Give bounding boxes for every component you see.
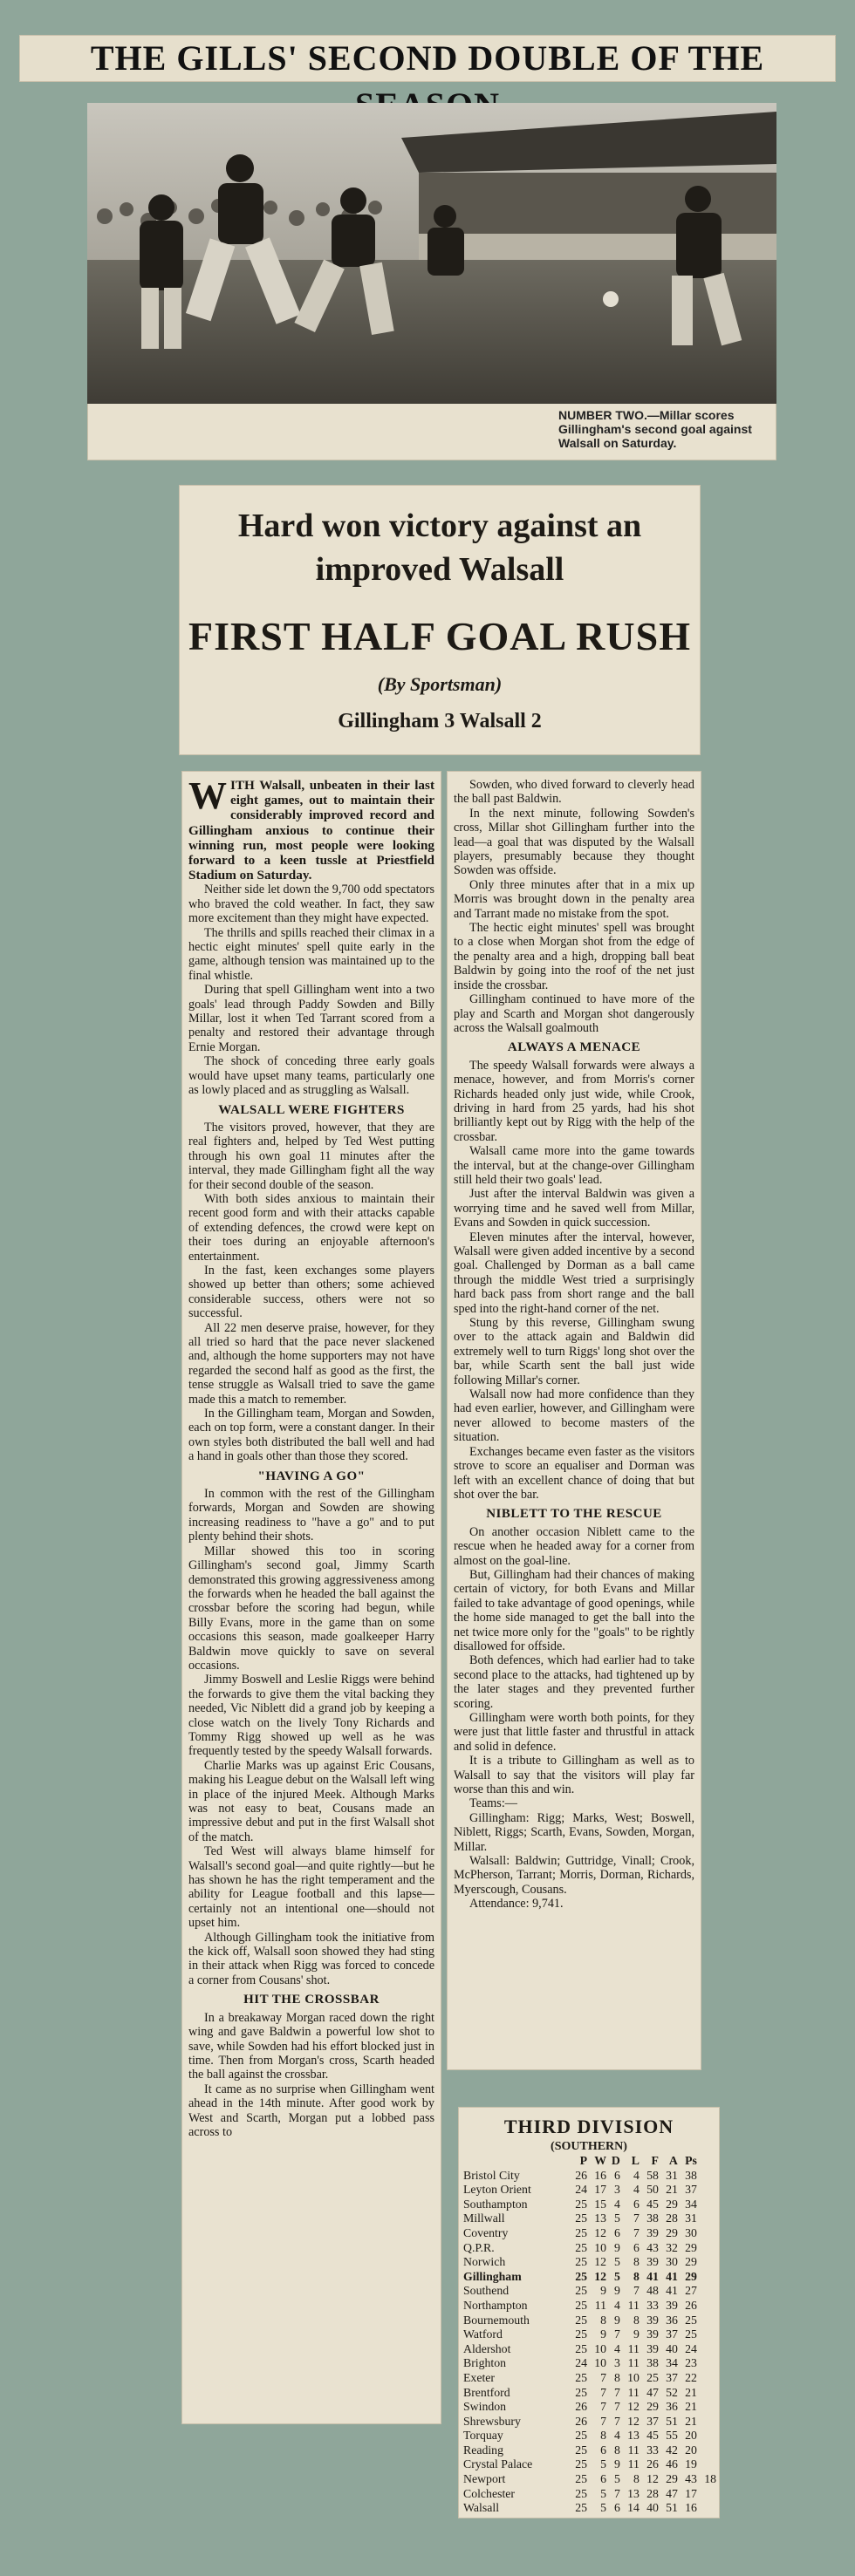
stat-cell: 5 [613,2472,620,2486]
stat-cell: 25 [646,2370,659,2384]
stat-cell: 11 [627,2341,640,2355]
article-paragraph: In the Gillingham team, Morgan and Sowden, each on top form, were a constant danger. In their own styles both distributed the ball well and had a hand in goals other than those they scored. [188,1407,434,1464]
team-name-cell: Brighton [463,2356,507,2370]
team-name-cell: Aldershot [463,2341,511,2355]
article-paragraph: In the fast, keen exchanges some players showed up better than others; some achieved considerable success, others were not so successful. [188,1263,434,1321]
stat-cell: 34 [685,2197,697,2211]
stat-cell: 39 [646,2327,659,2341]
column-header: D [611,2154,620,2167]
article-paragraph: It is a tribute to Gillingham as well as to Walsall to say that the visitors will play far worse than this and win. [454,1754,694,1797]
stat-cell: 55 [666,2429,678,2443]
league-table [463,2154,716,2516]
stat-cell: 29 [685,2269,697,2283]
stat-cell: 3 [613,2183,620,2197]
table-row [463,2327,716,2342]
stat-cell: 7 [613,2414,620,2428]
stat-cell: 12 [594,2269,606,2283]
stat-cell: 13 [594,2211,606,2225]
stat-cell: 25 [575,2385,587,2399]
stat-cell: 28 [666,2211,678,2225]
stat-cell: 37 [685,2183,697,2197]
stat-cell: 7 [600,2400,606,2414]
team-name-cell: Walsall [463,2501,500,2515]
article-paragraph: Only three minutes after that in a mix up Morris was brought down in the penalty area and Tarrant made no mistake from the spot. [454,877,694,921]
stat-cell: 25 [685,2313,697,2327]
team-name-cell: Crystal Palace [463,2457,533,2471]
article-paragraph: Jimmy Boswell and Leslie Riggs were behind the forwards to give them the vital backing they needed, Vic Niblett did a grand job by keeping a close watch on the lively Tony Richards and Tommy Rigg showed up well as he was frequently tested by the speedy Walsall forwards. [188,1673,434,1759]
stat-cell: 5 [613,2269,620,2283]
stat-cell: 6 [600,2472,606,2486]
article-paragraph: It came as no surprise when Gillingham went ahead in the 14th minute. After good work by West and Scarth, Morgan put a lobbed pass across to [188,2082,434,2139]
stat-cell: 51 [666,2501,678,2515]
stat-cell: 25 [575,2255,587,2269]
stat-cell: 25 [575,2501,587,2515]
stat-cell: 8 [633,2472,640,2486]
stat-cell: 8 [633,2255,640,2269]
table-row [463,2356,716,2371]
stat-cell: 29 [646,2400,659,2414]
stat-cell: 6 [613,2168,620,2182]
column-1-section-b [188,1121,434,1464]
stat-cell: 29 [666,2472,678,2486]
table-row [463,2457,716,2472]
table-row [463,2487,716,2502]
team-name-cell: Southampton [463,2197,528,2211]
article-heading-primary: Hard won victory against an improved Walsall [237,508,642,588]
stat-cell: 39 [646,2341,659,2355]
stat-cell: 7 [613,2327,620,2341]
article-paragraph: The hectic eight minutes' spell was brought to a close when Morgan shot from the edge of the penalty area and a high, dropping ball beat Baldwin by going into the roof of the net just inside the crossbar. [454,921,694,992]
stat-cell: 4 [633,2183,640,2197]
team-name-cell: Bristol City [463,2168,520,2182]
stat-cell: 25 [575,2327,587,2341]
stat-cell: 25 [575,2240,587,2254]
match-score: Gillingham 3 Walsall 2 [338,710,542,733]
stat-cell: 25 [575,2370,587,2384]
stat-cell: 30 [685,2225,697,2239]
stat-cell: 9 [633,2327,640,2341]
stat-cell: 9 [613,2457,620,2471]
stat-cell: 4 [633,2168,640,2182]
stat-cell: 9 [600,2284,606,2298]
stat-cell: 25 [575,2313,587,2327]
stat-cell: 25 [575,2298,587,2312]
stat-cell: 5 [600,2457,606,2471]
league-table-subtitle: (SOUTHERN) [551,2140,627,2153]
stat-cell: 36 [666,2400,678,2414]
article-paragraph: On another occasion Niblett came to the rescue when he headed away for a corner from almost on the goal-line. [454,1524,694,1568]
stat-cell: 8 [633,2269,640,2283]
team-name-cell: Shrewsbury [463,2414,521,2428]
stat-cell: 12 [594,2225,606,2239]
stat-cell: 9 [600,2327,606,2341]
table-row [463,2198,716,2212]
stat-cell: 38 [646,2211,659,2225]
table-row [463,2371,716,2386]
article-paragraph: Just after the interval Baldwin was given a worrying time and he saved well from Millar, Evans and Sowden in quick succession. [454,1187,694,1230]
stat-cell: 25 [575,2457,587,2471]
stat-cell: 52 [666,2385,678,2399]
article-paragraph: Stung by this reverse, Gillingham swung over to the attack again and Baldwin did extremely well to turn Riggs' long shot over the bar, while Scarth sent the ball just wide following Millar's corner. [454,1316,694,1387]
table-row [463,2342,716,2357]
article-paragraph: Although Gillingham took the initiative from the kick off, Walsall soon showed they had sting in their attack when Rigg was forced to concede a corner from Cousans' shot. [188,1930,434,1987]
stat-cell: 12 [646,2472,659,2486]
stat-cell: 15 [594,2197,606,2211]
stat-cell: 9 [613,2284,620,2298]
stat-cell: 40 [646,2501,659,2515]
article-paragraph: Charlie Marks was up against Eric Cousans, making his League debut on the Walsall left wing in place of the injured Meek. Although Marks was not easy to beat, Cousans made an impressive debut and put in the first Walsall shot of the match. [188,1758,434,1844]
team-name-cell: Norwich [463,2255,506,2269]
stat-cell: 36 [666,2313,678,2327]
stat-cell: 41 [666,2269,678,2283]
stat-cell: 6 [613,2225,620,2239]
article-paragraph: The thrills and spills reached their climax in a hectic eight minutes' spell quite early in the game, although tension was maintained up to the final whistle. [188,925,434,983]
team-name-cell: Swindon [463,2400,507,2414]
team-name-cell: Bournemouth [463,2313,530,2327]
stat-cell: 25 [575,2284,587,2298]
match-photo [87,103,776,404]
stat-cell: 21 [666,2183,678,2197]
stat-cell: 17 [685,2486,697,2500]
stat-cell: 16 [685,2501,697,2515]
stat-cell: 37 [666,2327,678,2341]
column-2-section-a [454,778,694,1035]
stat-cell: 25 [575,2211,587,2225]
stat-cell: 34 [666,2356,678,2370]
article-paragraph: In the next minute, following Sowden's cross, Millar shot Gillingham further into the lead—a goal that was disputed by the Walsall players, presumably because they thought Sowden was offside. [454,806,694,878]
stat-cell: 39 [666,2298,678,2312]
table-row [463,2211,716,2226]
stat-cell: 25 [575,2225,587,2239]
stat-cell: 11 [594,2298,606,2312]
photo-clipping [87,103,776,460]
stat-cell: 24 [575,2183,587,2197]
stat-cell: 11 [627,2298,640,2312]
article-paragraph: In common with the rest of the Gillingham forwards, Morgan and Sowden are showing increasing readiness to "have a go" and to put plenty behind their shots. [188,1487,434,1544]
column-2-section-c [454,1525,694,1912]
league-table-clipping [458,2107,720,2518]
column-1-section-c [188,1487,434,1987]
article-paragraph: Exchanges became even faster as the visitors strove to score an equaliser and Dorman was left with an excellent chance of doing that but shot over the bar. [454,1444,694,1502]
article-paragraph: Walsall: Baldwin; Guttridge, Vinall; Crook, McPherson, Tarrant; Morris, Dorman, Richards, Myerscough, Cousans. [454,1854,694,1897]
stat-cell: 13 [627,2486,640,2500]
stat-cell: 28 [646,2486,659,2500]
stat-cell: 6 [613,2501,620,2515]
article-paragraph: The visitors proved, however, that they are real fighters and, helped by Ted West putting through his own goal 11 minutes after the interval, they made Gillingham fight all the way for their second double of the season. [188,1120,434,1192]
article-paragraph: All 22 men deserve praise, however, for they all tried so hard that the pace never slackened and, although the home supporters may not have regarded the second half as good as the first, the tense struggle as Walsall tried to save the game made this a match to remember. [188,1320,434,1407]
stat-cell: 5 [600,2486,606,2500]
team-column-header [463,2154,568,2169]
stat-cell: 8 [613,2370,620,2384]
team-name-cell: Coventry [463,2225,509,2239]
stat-cell: 25 [575,2443,587,2457]
stat-cell: 39 [646,2255,659,2269]
stat-cell: 37 [666,2370,678,2384]
stat-cell: 26 [575,2168,587,2182]
column-header: Ps [685,2154,697,2167]
column-header: W [594,2154,606,2167]
stat-cell: 8 [613,2443,620,2457]
article-paragraph: During that spell Gillingham went into a two goals' lead through Paddy Sowden and Billy Millar, lost it when Ted Tarrant scored from a penalty and restored their advantage through Ernie Morgan. [188,983,434,1054]
column-2-section-b [454,1059,694,1503]
stat-cell: 18 [704,2472,716,2486]
league-table-body [463,2169,716,2516]
stat-cell: 8 [633,2313,640,2327]
article-paragraph: Gillingham were worth both points, for they were just that little faster and thrustful in attack and solid in defence. [454,1711,694,1754]
stat-cell: 26 [575,2414,587,2428]
team-name-cell: Southend [463,2284,510,2298]
table-row [463,2299,716,2314]
stat-cell: 20 [685,2443,697,2457]
article-paragraph: The shock of conceding three early goals would have upset many teams, particularly one as lowly placed and as struggling as Walsall. [188,1054,434,1098]
article-paragraph: But, Gillingham had their chances of making certain of victory, for both Evans and Millar failed to take advantage of good openings, while the home side managed to get the ball into the net twice more only for the "goals" to be rightly disallowed for offside. [454,1567,694,1653]
stat-cell: 25 [685,2327,697,2341]
stat-cell: 33 [646,2443,659,2457]
article-paragraph: Attendance: 9,741. [469,1897,564,1912]
stat-cell: 6 [633,2197,640,2211]
stat-cell: 21 [685,2385,697,2399]
article-paragraph: Both defences, which had earlier had to take second place to the attacks, had tightened up by the later stages and they prevented further scoring. [454,1653,694,1711]
stat-cell: 29 [685,2240,697,2254]
team-name-cell: Gillingham [463,2269,522,2283]
team-name-cell: Exeter [463,2370,496,2384]
stat-cell: 38 [646,2356,659,2370]
stat-cell: 5 [613,2211,620,2225]
team-name-cell: Millwall [463,2211,505,2225]
stat-cell: 8 [600,2313,606,2327]
stat-cell: 8 [600,2429,606,2443]
article-column-2 [447,771,701,2070]
stat-cell: 10 [594,2240,606,2254]
stat-cell: 25 [575,2472,587,2486]
stat-cell: 4 [613,2197,620,2211]
article-column-1 [181,771,441,2424]
article-paragraph: Neither side let down the 9,700 odd spectators who braved the cold weather. In fact, they saw more excitement than they might have expected. [188,883,434,926]
subheading-always-a-menace: ALWAYS A MENACE [507,1040,641,1055]
stat-cell: 46 [666,2457,678,2471]
stat-cell: 16 [594,2168,606,2182]
article-paragraph: Eleven minutes after the interval, however, Walsall were given added incentive by a second goal. Challenged by Dorman as a ball came through the middle West tried a surprisingly hard back pass from short range and the ball sped into the right-hand corner of the net. [454,1230,694,1316]
article-paragraph: Walsall now had more confidence than they had even earlier, however, and Gillingham were never allowed to become masters of the situation. [454,1387,694,1445]
stat-cell: 40 [666,2341,678,2355]
table-row [463,2241,716,2256]
table-row [463,2169,716,2184]
stat-cell: 42 [666,2443,678,2457]
stat-cell: 13 [627,2429,640,2443]
stat-cell: 23 [685,2356,697,2370]
stat-cell: 7 [600,2385,606,2399]
stat-cell: 38 [685,2168,697,2182]
stat-cell: 5 [600,2501,606,2515]
stat-cell: 51 [666,2414,678,2428]
table-row [463,2472,716,2487]
stat-cell: 10 [594,2356,606,2370]
stat-cell: 14 [627,2501,640,2515]
stat-cell: 31 [685,2211,697,2225]
stat-cell: 30 [666,2255,678,2269]
stat-cell: 45 [646,2197,659,2211]
stat-cell: 29 [685,2255,697,2269]
stat-cell: 3 [613,2356,620,2370]
table-row [463,2284,716,2299]
table-row [463,2314,716,2328]
stat-cell: 25 [575,2429,587,2443]
league-table-title: THIRD DIVISION [503,2116,674,2137]
stat-cell: 10 [627,2370,640,2384]
stat-cell: 7 [600,2414,606,2428]
article-paragraph: Gillingham continued to have more of the play and Scarth and Morgan shot dangerously across the Walsall goalmouth [454,992,694,1035]
stat-cell: 39 [646,2313,659,2327]
article-paragraph: Sowden, who dived forward to cleverly head the ball past Baldwin. [454,778,694,807]
stat-cell: 20 [685,2429,697,2443]
table-row [463,2183,716,2198]
team-name-cell: Q.P.R. [463,2240,495,2254]
team-name-cell: Newport [463,2472,506,2486]
stat-cell: 17 [594,2183,606,2197]
stat-cell: 4 [613,2298,620,2312]
article-paragraph: The speedy Walsall forwards were always a menace, however, and from Morris's corner Richards headed only just wide, while Crook, driving in hard from 25 yards, had his shot brilliantly kept out by Rigg with the help of the crossbar. [454,1058,694,1144]
article-paragraph: Teams:— [469,1796,517,1811]
stat-cell: 47 [646,2385,659,2399]
stat-cell: 7 [633,2284,640,2298]
subheading-niblett-to-the-rescue: NIBLETT TO THE RESCUE [486,1507,662,1522]
stat-cell: 32 [666,2240,678,2254]
article-paragraph: In a breakaway Morgan raced down the right wing and gave Baldwin a powerful low shot to save, while Sowden had his effort blocked just in time. Then from Morgan's cross, Scarth headed the ball against the crossbar. [188,2010,434,2082]
stat-cell: 7 [633,2225,640,2239]
article-paragraph: Gillingham: Rigg; Marks, West; Boswell, Niblett, Riggs; Scarth, Evans, Sowden, Morgan, Millar. [454,1810,694,1854]
table-row [463,2226,716,2241]
stat-cell: 7 [633,2211,640,2225]
table-row [463,2400,716,2415]
table-row [463,2501,716,2516]
stat-cell: 33 [646,2298,659,2312]
table-row [463,2270,716,2285]
team-name-cell: Colchester [463,2486,516,2500]
stat-cell: 25 [575,2269,587,2283]
stat-cell: 7 [613,2486,620,2500]
stat-cell: 19 [685,2457,697,2471]
column-header: F [651,2154,659,2167]
stat-cell: 24 [575,2356,587,2370]
stat-cell: 58 [646,2168,659,2182]
stat-cell: 7 [613,2400,620,2414]
stat-cell: 6 [600,2443,606,2457]
page-headline: THE GILLS' SECOND DOUBLE OF THE [90,38,765,78]
stat-cell: 41 [666,2284,678,2298]
subheading-walsall-were-fighters: WALSALL WERE FIGHTERS [218,1102,405,1117]
team-name-cell: Watford [463,2327,503,2341]
team-name-cell: Brentford [463,2385,510,2399]
stat-cell: 39 [646,2225,659,2239]
column-header: P [579,2154,587,2167]
team-name-cell: Torquay [463,2429,503,2443]
stat-cell: 7 [600,2370,606,2384]
table-row [463,2415,716,2429]
stat-cell: 12 [627,2414,640,2428]
stat-cell: 24 [685,2341,697,2355]
stat-cell: 9 [613,2313,620,2327]
stat-cell: 29 [666,2197,678,2211]
article-paragraph: Ted West will always blame himself for Walsall's second goal—and quite rightly—but he has shown he has the right temperament and the ability for League football and this lapse—certainly not an intentional one—should not upset him. [188,1844,434,1931]
column-header: L [631,2154,640,2167]
stat-cell: 25 [575,2486,587,2500]
team-name-cell: Northampton [463,2298,528,2312]
stat-cell: 50 [646,2183,659,2197]
stat-cell: 26 [685,2298,697,2312]
table-row [463,2386,716,2401]
column-1-section-a [188,883,434,1097]
lead-text: ITH Walsall, unbeaten in their last eight games, out to maintain their considerably improved record and Gillingham anxious to continue their winning run, most people were looking forward to a keen tussle at Priestfield Stadium on Saturday. [188,778,434,883]
team-name-cell: Leyton Orient [463,2183,531,2197]
table-row [463,2443,716,2458]
stat-cell: 9 [613,2240,620,2254]
stat-cell: 5 [613,2255,620,2269]
stat-cell: 26 [646,2457,659,2471]
subheading-hit-the-crossbar: HIT THE CROSSBAR [243,1993,380,2007]
stat-cell: 7 [613,2385,620,2399]
stat-cell: 48 [646,2284,659,2298]
league-table-header-row [463,2154,716,2169]
stat-cell: 29 [666,2225,678,2239]
column-1-section-d [188,2011,434,2140]
stat-cell: 27 [685,2284,697,2298]
team-name-cell: Reading [463,2443,503,2457]
stat-cell: 11 [627,2457,640,2471]
article-paragraph: Millar showed this too in scoring Gillingham's second goal, Jimmy Scarth demonstrated this growing aggressiveness among the forwards when he headed the ball against the crossbar before the scoring had begun, while Billy Evans, more in the game than on some occasions this season, made goalkeeper Harry Baldwin move quickly to save on several occasions. [188,1544,434,1673]
stat-cell: 11 [627,2443,640,2457]
stat-cell: 25 [575,2197,587,2211]
subheading-having-a-go: "HAVING A GO" [257,1469,366,1483]
stat-cell: 31 [666,2168,678,2182]
stat-cell: 11 [627,2385,640,2399]
stat-cell: 6 [633,2240,640,2254]
stat-cell: 45 [646,2429,659,2443]
stat-cell: 11 [627,2356,640,2370]
stat-cell: 12 [627,2400,640,2414]
article-heading-clipping [179,485,701,755]
stat-cell: 47 [666,2486,678,2500]
stat-cell: 12 [594,2255,606,2269]
stat-cell: 4 [613,2429,620,2443]
stat-cell: 4 [613,2341,620,2355]
article-heading-secondary: FIRST HALF GOAL RUSH [188,614,691,658]
stat-cell: 22 [685,2370,697,2384]
column-header: A [668,2154,678,2167]
stat-cell: 10 [594,2341,606,2355]
stat-cell: 21 [685,2400,697,2414]
article-paragraph: With both sides anxious to maintain their recent good form and with their attacks capable of extending defences, the crowd were kept on their toes during an enjoyable afternoon's entertainment. [188,1191,434,1264]
article-byline: (By Sportsman) [377,673,503,695]
table-row [463,2255,716,2270]
stat-cell: 21 [685,2414,697,2428]
article-lead [188,774,434,883]
photo-caption: NUMBER TWO.—Millar scores Gillingham's second goal against Walsall on Saturday. [558,408,752,450]
article-paragraph: Walsall came more into the game towards the interval, but at the change-over Gillingham still held their two goals' lead. [454,1144,694,1187]
headline-clipping [19,35,836,82]
table-row [463,2429,716,2443]
stat-cell: 25 [575,2341,587,2355]
lead-drop-cap: W [188,774,227,817]
stat-cell: 43 [685,2472,697,2486]
stat-cell: 26 [575,2400,587,2414]
stat-cell: 43 [646,2240,659,2254]
stat-cell: 41 [646,2269,659,2283]
stat-cell: 37 [646,2414,659,2428]
